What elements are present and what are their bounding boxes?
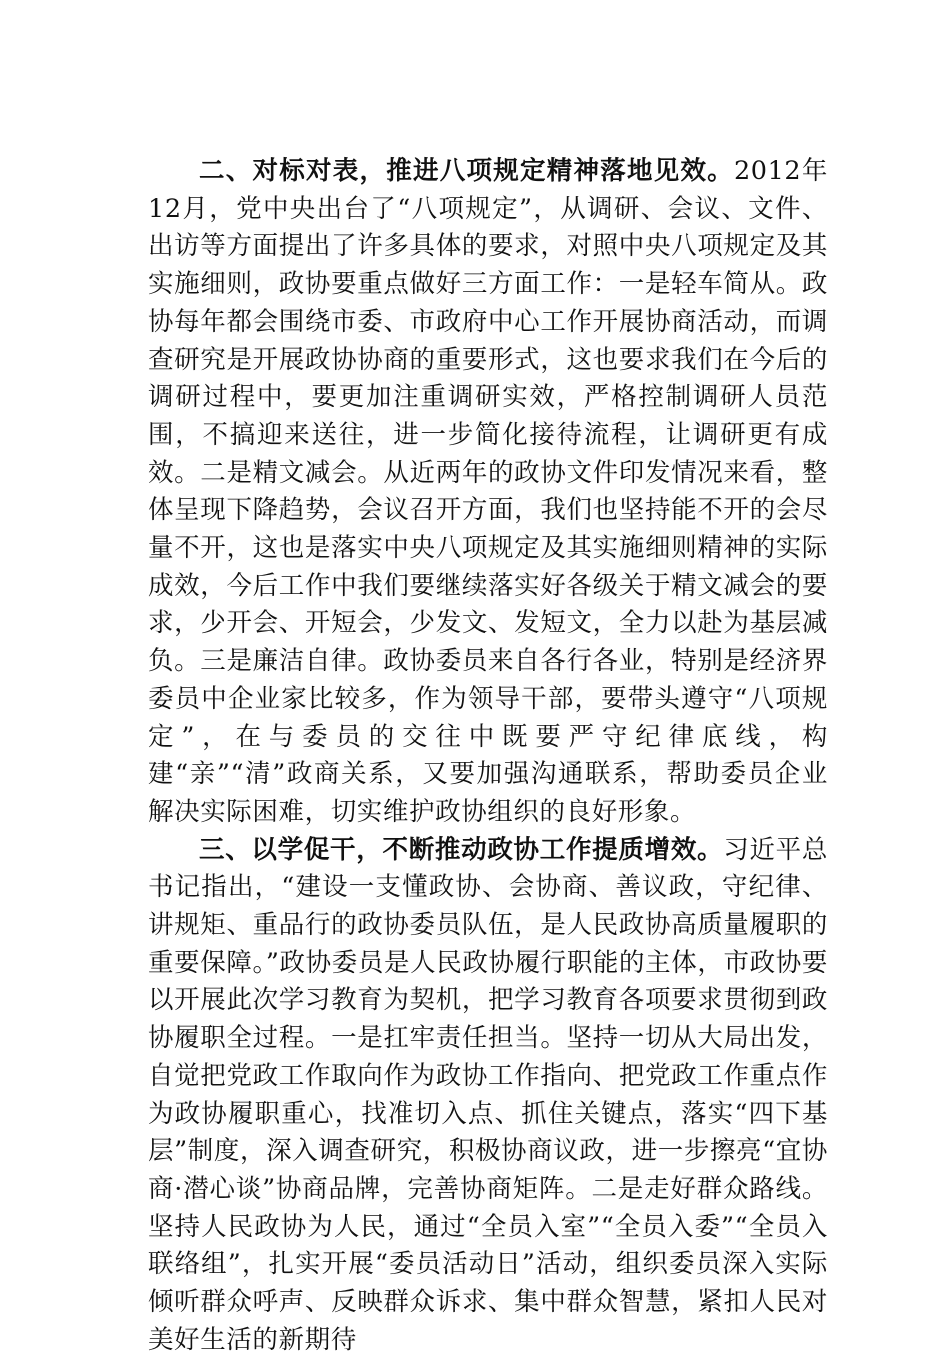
paragraph-section-2 [148,153,828,832]
section-3-body: 习近平总书记指出，“建设一支懂政协、会协商、善议政，守纪律、讲规矩、重品行的政协委员队伍，是人民政协高质量履职的重要保障。”政协委员是人民政协履行职能的主体，市政协要以开展此次学习教育为契机，把学习教育各项要求贯彻到政协履职全过程。一是扛牢责任担当。坚持一切从大局出发，自觉把党政工作取向作为政协工作指向、把党政工作重点作为政协履职重心，找准切入点、抓住关键点，落实“四下基层”制度，深入调查研究，积极协商议政，进一步擦亮“宜协商·潜心谈”协商品牌，完善协商矩阵。二是走好群众路线。坚持人民政协为人民，通过“全员入室”“全员入委”“全员入联络组”，扎实开展“委员活动日”活动，组织委员深入实际倾听群众呼声、反映群众诉求、集中群众智慧，紧扣人民对美好生活的新期待 [148,834,828,1355]
document-body [148,153,828,1360]
section-2-heading: 二、对标对表，推进八项规定精神落地见效。 [199,156,734,186]
paragraph-section-3 [148,832,828,1360]
section-3-heading: 三、以学促干，不断推动政协工作提质增效。 [199,834,724,865]
section-2-body: 2012年12月，党中央出台了“八项规定”，从调研、会议、文件、出访等方面提出了许多具体的要求，对照中央八项规定及其实施细则，政协要重点做好三方面工作：一是轻车简从。政协每年都会围绕市委、市政府中心工作开展协商活动，而调查研究是开展政协协商的重要形式，这也要求我们在今后的调研过程中，要更加注重调研实效，严格控制调研人员范围，不搞迎来送往，进一步简化接待流程，让调研更有成效。二是精文减会。从近两年的政协文件印发情况来看，整体呈现下降趋势，会议召开方面，我们也坚持能不开的会尽量不开，这也是落实中央八项规定及其实施细则精神的实际成效，今后工作中我们要继续落实好各级关于精文减会的要求，少开会、开短会，少发文、发短文，全力以赴为基层减负。三是廉洁自律。政协委员来自各行各业，特别是经济界委员中企业家比较多，作为领导干部，要带头遵守“八项规定”，在与委员的交往中既要严守纪律底线，构建“亲”“清”政商关系，又要加强沟通联系，帮助委员企业解决实际困难，切实维护政协组织的良好形象。 [148,156,828,827]
